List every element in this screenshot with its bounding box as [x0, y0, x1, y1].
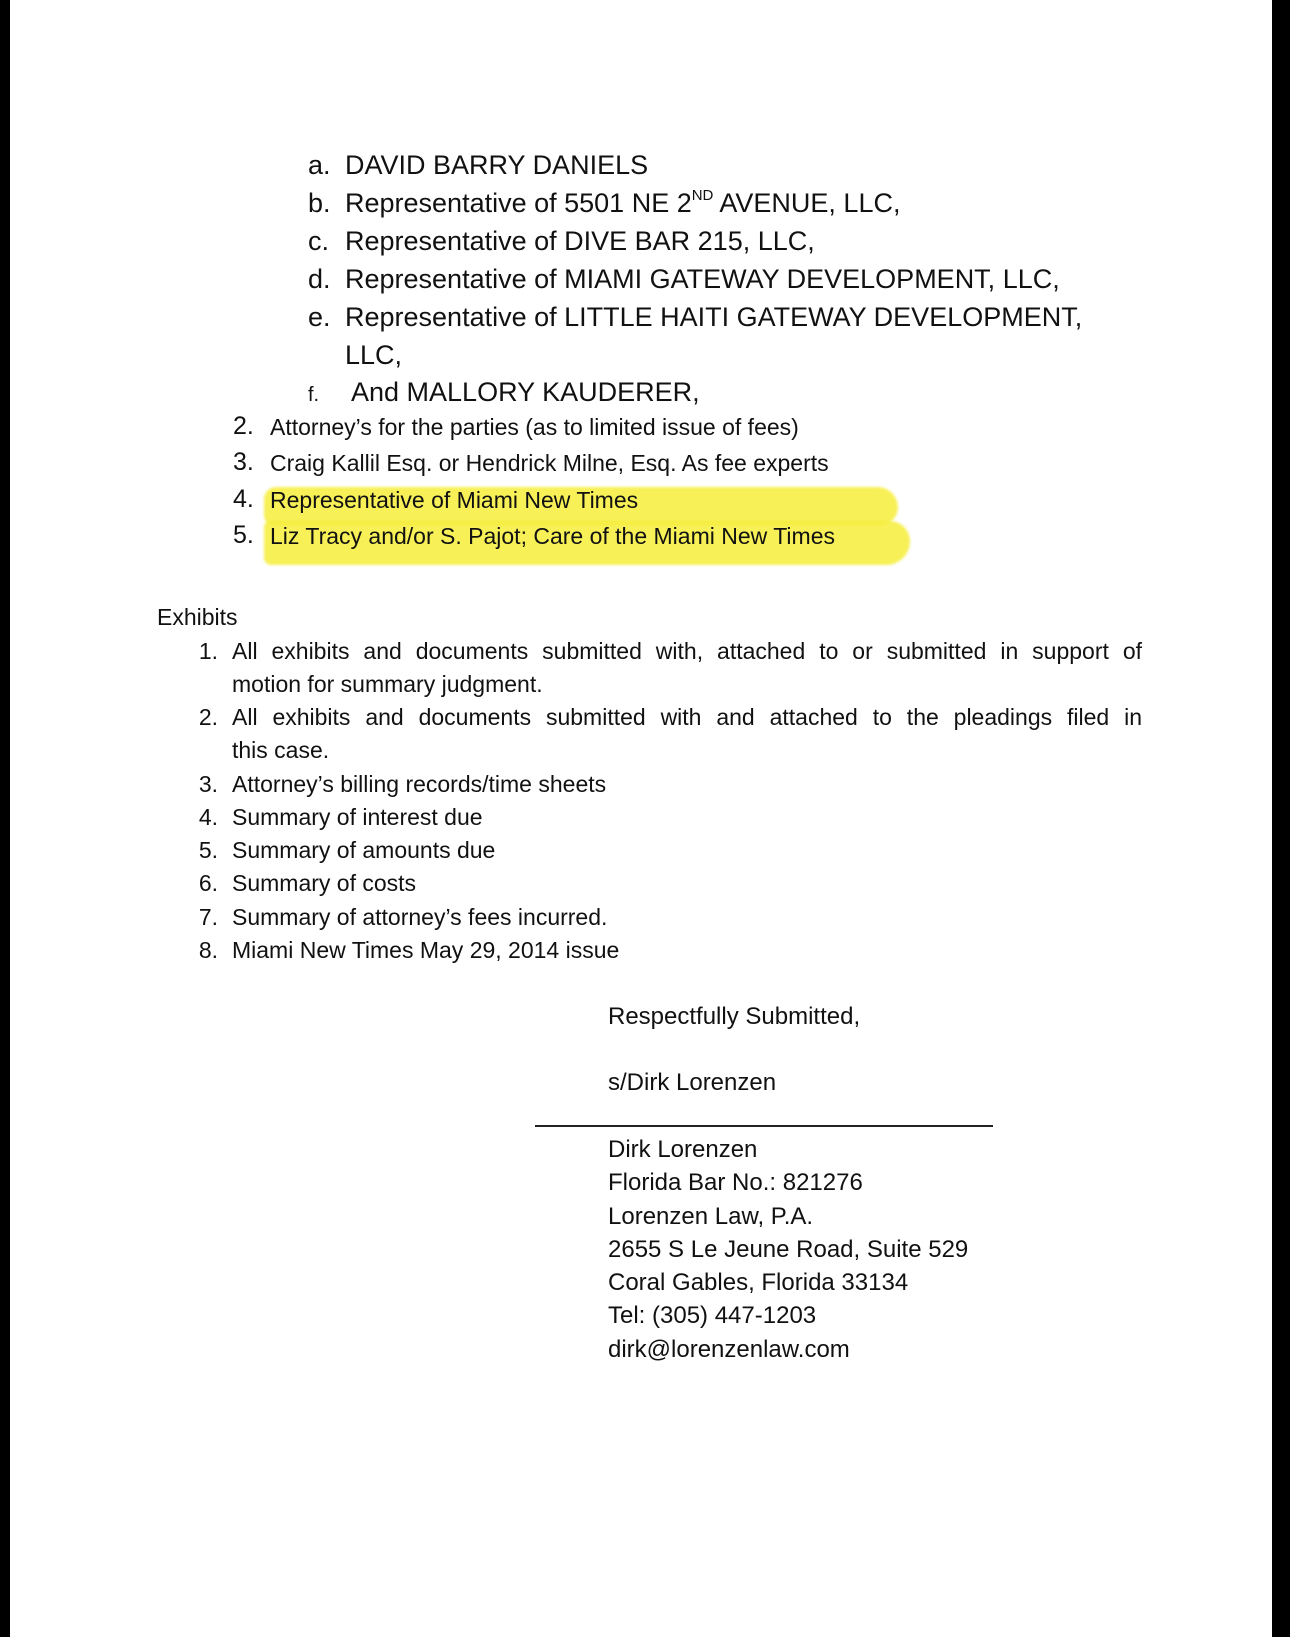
sub-item-text-part: AVENUE, LLC,	[713, 188, 901, 218]
sub-item-letter: c.	[308, 226, 330, 256]
signature-line	[535, 1125, 993, 1127]
sub-item-letter: f.	[308, 384, 320, 406]
closing-text: Respectfully Submitted,	[608, 1003, 861, 1030]
exhibit-number: 3.	[198, 771, 218, 797]
email-address[interactable]: dirk@lorenzenlaw.com	[608, 1336, 850, 1363]
exhibit-text: Attorney’s billing records/time sheets	[232, 771, 607, 797]
screen-edge	[1272, 0, 1290, 1637]
exhibit-number: 4.	[198, 804, 218, 830]
exhibit-number: 6.	[198, 870, 218, 896]
bar-number: Florida Bar No.: 821276	[608, 1169, 863, 1196]
electronic-signature: s/Dirk Lorenzen	[608, 1069, 777, 1096]
exhibit-text: Miami New Times May 29, 2014 issue	[232, 937, 620, 963]
exhibit-number: 1.	[198, 638, 218, 664]
exhibit-text: Summary of interest due	[232, 804, 483, 830]
exhibit-number: 8.	[198, 937, 218, 963]
sub-item-text: Representative of DIVE BAR 215, LLC,	[345, 226, 815, 256]
item-number: 4.	[233, 485, 254, 513]
telephone: Tel: (305) 447-1203	[608, 1302, 817, 1329]
exhibits-heading: Exhibits	[157, 604, 238, 630]
sub-item-letter: b.	[308, 188, 331, 218]
item-number: 3.	[233, 448, 254, 476]
item-text: Craig Kallil Esq. or Hendrick Milne, Esq. As fee experts	[270, 450, 829, 476]
exhibit-text: All exhibits and documents submitted with and attached to the pleadings filed in	[232, 704, 1142, 730]
sub-item-text-part: Representative of 5501 NE 2	[345, 188, 692, 218]
address-line-2: Coral Gables, Florida 33134	[608, 1269, 909, 1296]
exhibit-text: Summary of costs	[232, 870, 417, 896]
sub-item-letter: e.	[308, 302, 331, 332]
sub-item-text: Representative of MIAMI GATEWAY DEVELOPMENT, LLC,	[345, 264, 1060, 294]
item-text-highlighted: Liz Tracy and/or S. Pajot; Care of the Miami New Times	[270, 523, 835, 549]
address-line-1: 2655 S Le Jeune Road, Suite 529	[608, 1236, 969, 1263]
exhibit-text: Summary of attorney’s fees incurred.	[232, 904, 608, 930]
exhibit-text-continued: this case.	[232, 737, 330, 763]
document-page	[10, 0, 1280, 1637]
exhibit-text-continued: motion for summary judgment.	[232, 671, 543, 697]
sub-item-letter: d.	[308, 264, 331, 294]
item-number: 2.	[233, 412, 254, 440]
exhibit-text: Summary of amounts due	[232, 837, 496, 863]
sub-item-text: DAVID BARRY DANIELS	[345, 150, 649, 180]
firm-name: Lorenzen Law, P.A.	[608, 1203, 814, 1230]
sub-item-letter: a.	[308, 150, 331, 180]
exhibit-number: 5.	[198, 837, 218, 863]
item-text: Attorney’s for the parties (as to limited issue of fees)	[270, 414, 799, 440]
exhibit-number: 2.	[198, 704, 218, 730]
exhibit-number: 7.	[198, 904, 218, 930]
item-text-highlighted: Representative of Miami New Times	[270, 487, 639, 513]
sub-item-text: Representative of LITTLE HAITI GATEWAY DEVELOPMENT,	[345, 302, 1083, 332]
exhibit-text: All exhibits and documents submitted with, attached to or submitted in support of	[232, 638, 1142, 664]
sub-item-text	[345, 188, 900, 219]
signer-name: Dirk Lorenzen	[608, 1136, 758, 1163]
sub-item-text-continued: LLC,	[345, 340, 403, 370]
superscript: ND	[691, 187, 714, 204]
sub-item-text: And MALLORY KAUDERER,	[351, 377, 700, 407]
item-number: 5.	[233, 521, 254, 549]
